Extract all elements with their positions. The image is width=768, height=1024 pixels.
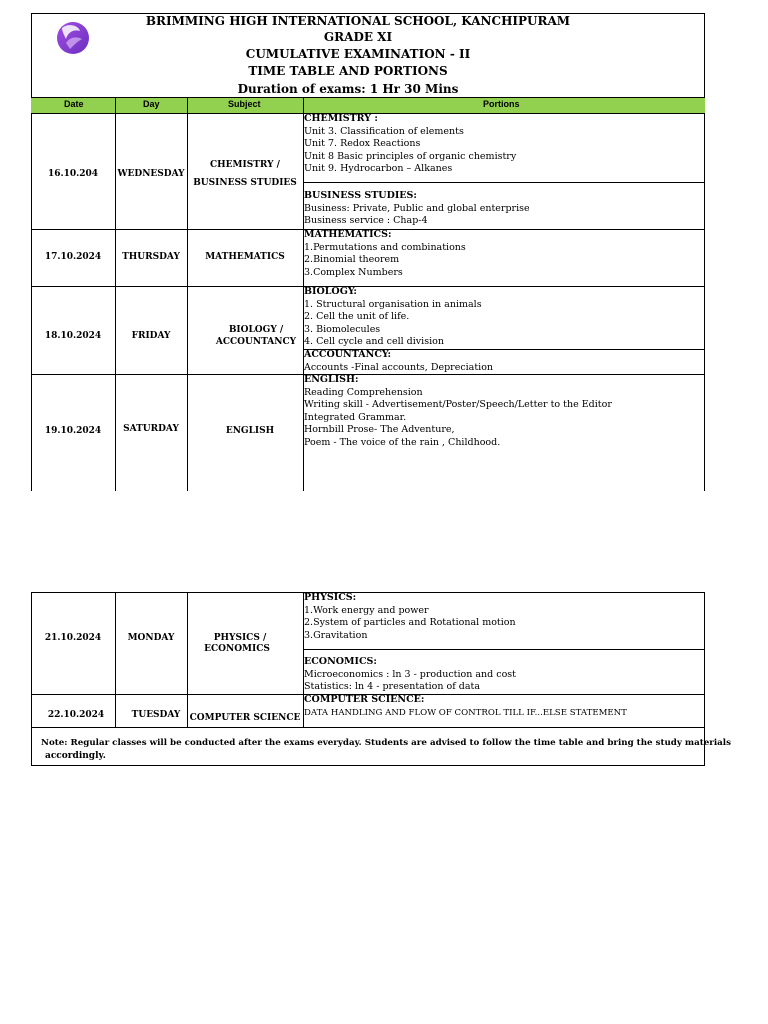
row-subject: ECONOMICS bbox=[204, 644, 270, 654]
portions-block: MATHEMATICS: 1.Permutations and combinations 2.Binomial theorem 3.Complex Numbers bbox=[304, 229, 466, 278]
row-date: 17.10.2024 bbox=[44, 252, 102, 262]
row-subject: ENGLISH bbox=[225, 426, 275, 436]
duration: Duration of exams: 1 Hr 30 Mins bbox=[237, 82, 459, 96]
row-date: 16.10.204 bbox=[47, 169, 99, 179]
row-subject: MATHEMATICS bbox=[205, 252, 285, 262]
row-day: THURSDAY bbox=[122, 252, 180, 262]
document-header bbox=[31, 13, 705, 97]
row-date: 19.10.2024 bbox=[44, 426, 102, 436]
row-day: WEDNESDAY bbox=[117, 169, 185, 179]
row-date: 21.10.2024 bbox=[44, 633, 102, 643]
column-subject: Subject bbox=[228, 99, 261, 109]
note-line: Note: Regular classes will be conducted after the exams everyday. Students are advised to follow the time table and bring the study materials bbox=[41, 738, 731, 748]
row-date: 22.10.2024 bbox=[47, 710, 105, 720]
row-day: MONDAY bbox=[127, 633, 175, 643]
portions-block: BUSINESS STUDIES: Business: Private, Public and global enterprise Business service : Chap-4 bbox=[304, 190, 530, 227]
portions-block: COMPUTER SCIENCE: DATA HANDLING AND FLOW OF CONTROL TILL IF...ELSE STATEMENT bbox=[304, 694, 627, 718]
row-subject: BIOLOGY / bbox=[228, 325, 284, 335]
row-day: SATURDAY bbox=[123, 424, 179, 434]
portions-block: CHEMISTRY : Unit 3. Classification of elements Unit 7. Redox Reactions Unit 8 Basic principles of organic chemistry Unit 9. Hydrocarbon – Alkanes bbox=[304, 113, 517, 175]
column-date: Date bbox=[64, 99, 84, 109]
row-subject: BUSINESS STUDIES bbox=[193, 178, 297, 188]
row-subject: PHYSICS / bbox=[213, 633, 267, 643]
portions-block: ECONOMICS: Microeconomics : ln 3 - production and cost Statistics: ln 4 - presentation of data bbox=[304, 656, 516, 693]
exam-name: CUMULATIVE EXAMINATION - II bbox=[245, 47, 471, 61]
column-day: Day bbox=[143, 99, 160, 109]
row-day: TUESDAY bbox=[131, 710, 181, 720]
row-subject: COMPUTER SCIENCE bbox=[189, 713, 301, 723]
grade: GRADE XI bbox=[323, 30, 393, 44]
row-subject: CHEMISTRY / bbox=[210, 160, 280, 170]
school-name: BRIMMING HIGH INTERNATIONAL SCHOOL, KANCHIPURAM bbox=[145, 14, 571, 28]
row-date: 18.10.2024 bbox=[44, 331, 102, 341]
column-header-row bbox=[31, 97, 705, 114]
row-day: FRIDAY bbox=[131, 331, 171, 341]
portions-block: ACCOUNTANCY: Accounts -Final accounts, Depreciation bbox=[304, 349, 494, 373]
portions-block: ENGLISH: Reading Comprehension Writing skill - Advertisement/Poster/Speech/Letter to the Editor Integrated Grammar. Hornbill Prose- The Adventure, Poem - The voice of the rain , Childhood. bbox=[304, 374, 612, 448]
column-portions: Portions bbox=[483, 99, 520, 109]
note-line: accordingly. bbox=[45, 751, 106, 761]
timetable-title: TIME TABLE AND PORTIONS bbox=[248, 64, 448, 78]
row-subject: ACCOUNTANCY bbox=[215, 337, 297, 347]
portions-block: PHYSICS: 1.Work energy and power 2.System of particles and Rotational motion 3.Gravitation bbox=[304, 592, 516, 641]
note bbox=[41, 737, 731, 763]
portions-block: BIOLOGY: 1. Structural organisation in animals 2. Cell the unit of life. 3. Biomolecules 4. Cell cycle and cell division bbox=[304, 286, 482, 348]
